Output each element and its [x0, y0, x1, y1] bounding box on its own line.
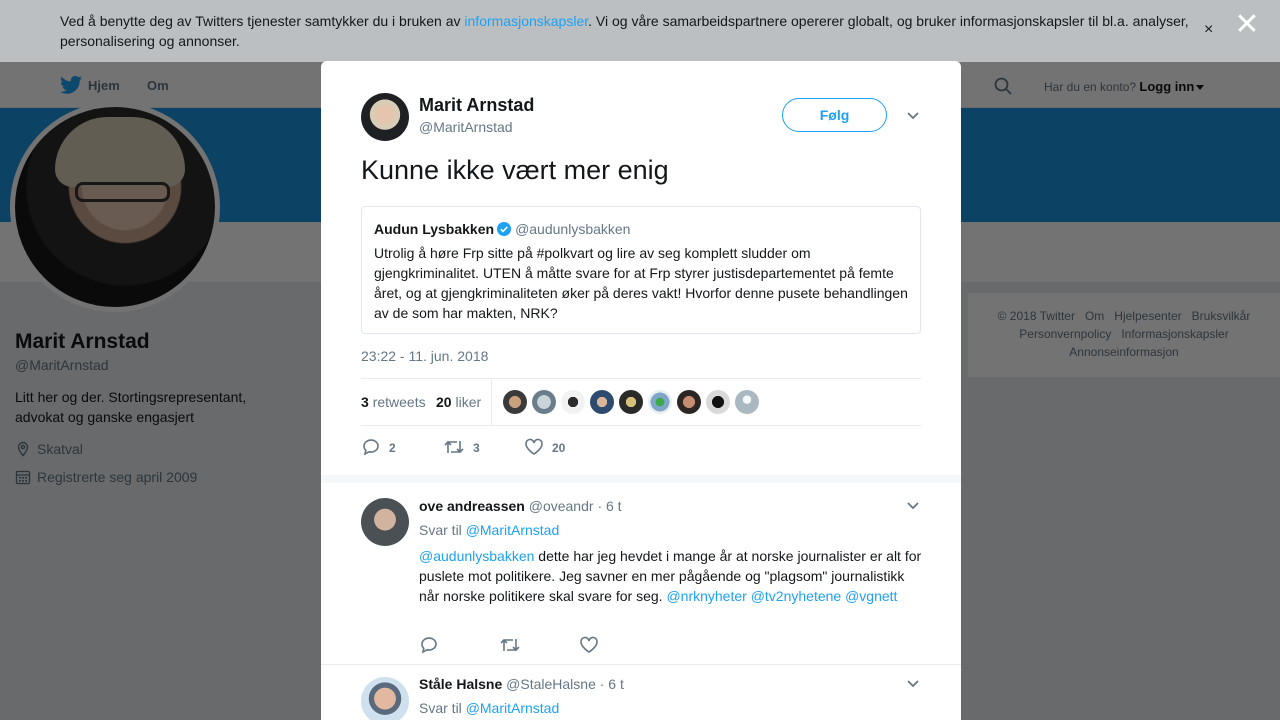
separator — [321, 475, 961, 483]
liker-avatar[interactable] — [648, 390, 672, 414]
reply-icon[interactable] — [419, 636, 439, 654]
quote-author-handle[interactable]: @audunlysbakken — [515, 221, 631, 237]
tweet-modal — [321, 61, 961, 720]
author-name[interactable]: Marit Arnstad — [419, 95, 535, 115]
reply-text — [419, 546, 924, 606]
liker-avatar[interactable] — [706, 390, 730, 414]
reply-count: 2 — [389, 441, 396, 455]
retweet-action[interactable] — [443, 438, 480, 456]
heart-icon[interactable] — [579, 636, 599, 654]
reply-avatar[interactable] — [361, 498, 409, 546]
chevron-down-icon[interactable] — [906, 109, 920, 123]
follow-button[interactable]: Følg — [782, 98, 887, 132]
quoted-tweet[interactable] — [361, 206, 921, 334]
tweet-timestamp[interactable]: 23:22 - 11. jun. 2018 — [361, 348, 489, 364]
chevron-down-icon[interactable] — [906, 499, 920, 513]
retweets-label: retweets — [372, 394, 426, 410]
reply-body: dette har jeg hevdet i mange år at norske journalister er alt for puslete mot politikere. Jeg savner en mer pågående og "plagsom" journalistikk når norske politikere skal svare for seg. — [419, 548, 922, 604]
liker-avatar[interactable] — [735, 390, 759, 414]
mention-link[interactable]: @audunlysbakken — [419, 548, 535, 564]
reply-author-handle[interactable]: @oveandr — [528, 498, 594, 514]
liker-avatar[interactable] — [619, 390, 643, 414]
author-avatar[interactable] — [361, 93, 409, 141]
separator — [321, 664, 961, 665]
reply-icon[interactable] — [361, 438, 381, 456]
reply-action[interactable] — [361, 438, 396, 456]
liker-avatar[interactable] — [503, 390, 527, 414]
author-handle[interactable]: @MaritArnstad — [419, 119, 513, 135]
liker-avatar[interactable] — [532, 390, 556, 414]
likes-stat[interactable] — [436, 394, 481, 410]
mention-link[interactable]: @tv2nyhetene — [750, 588, 842, 604]
retweet-icon[interactable] — [443, 438, 465, 456]
likes-count: 20 — [436, 394, 452, 410]
reply-to-link[interactable]: @MaritArnstad — [465, 700, 560, 716]
cookie-text-before: Ved å benytte deg av Twitters tjenester samtykker du i bruken av — [60, 13, 465, 29]
retweet-count: 3 — [473, 441, 480, 455]
reply-avatar[interactable] — [361, 677, 409, 720]
cookie-text-after: . Vi og våre samarbeidspartnere opererer globalt, og bruker informasjonskapsler til bl.a. analyser, personalisering og annonser. — [60, 13, 1189, 49]
liker-avatar[interactable] — [561, 390, 585, 414]
reply-author-name[interactable]: Ståle Halsne — [419, 676, 503, 692]
chevron-down-icon[interactable] — [906, 677, 920, 691]
tweet-text: Kunne ikke vært mer enig — [361, 155, 669, 185]
reply-to-label: Svar til — [419, 700, 462, 716]
cookie-info-link[interactable]: informasjonskapsler — [464, 13, 589, 29]
quote-text: Utrolig å høre Frp sitte på #polkvart og lire av seg komplett sludder om gjengkriminalitet. UTEN å måtte svare for at Frp styrer justisdepartementet på femte året, og at gjengkriminaliteten øker på deres vakt! Hvorfor denne pusete behandlingen av de som har makten, NRK? — [374, 245, 908, 321]
reply-author-name[interactable]: ove andreassen — [419, 498, 525, 514]
retweet-icon[interactable] — [499, 636, 521, 654]
mention-link[interactable]: @nrknyheter — [666, 588, 747, 604]
reply-time[interactable]: · 6 t — [597, 498, 622, 514]
reply-time[interactable]: · 6 t — [599, 676, 624, 692]
like-count: 20 — [552, 441, 566, 455]
verified-badge-icon — [497, 222, 511, 236]
close-modal-icon[interactable]: ✕ — [1234, 8, 1260, 41]
reply-author-handle[interactable]: @StaleHalsne — [506, 676, 596, 692]
like-action[interactable] — [524, 438, 565, 456]
retweets-stat[interactable] — [361, 394, 426, 410]
likes-label: liker — [455, 394, 482, 410]
retweets-count: 3 — [361, 394, 369, 410]
cookie-consent-text — [60, 11, 1200, 51]
quote-author-name[interactable]: Audun Lysbakken — [374, 221, 495, 237]
cookie-close-icon[interactable]: × — [1204, 21, 1214, 38]
liker-avatar[interactable] — [590, 390, 614, 414]
liker-avatar[interactable] — [677, 390, 701, 414]
reply-to-link[interactable]: @MaritArnstad — [465, 522, 560, 538]
mention-link[interactable]: @vgnett — [845, 588, 898, 604]
tweet-stats — [361, 378, 921, 426]
heart-icon[interactable] — [524, 438, 544, 456]
reply-to-label: Svar til — [419, 522, 462, 538]
